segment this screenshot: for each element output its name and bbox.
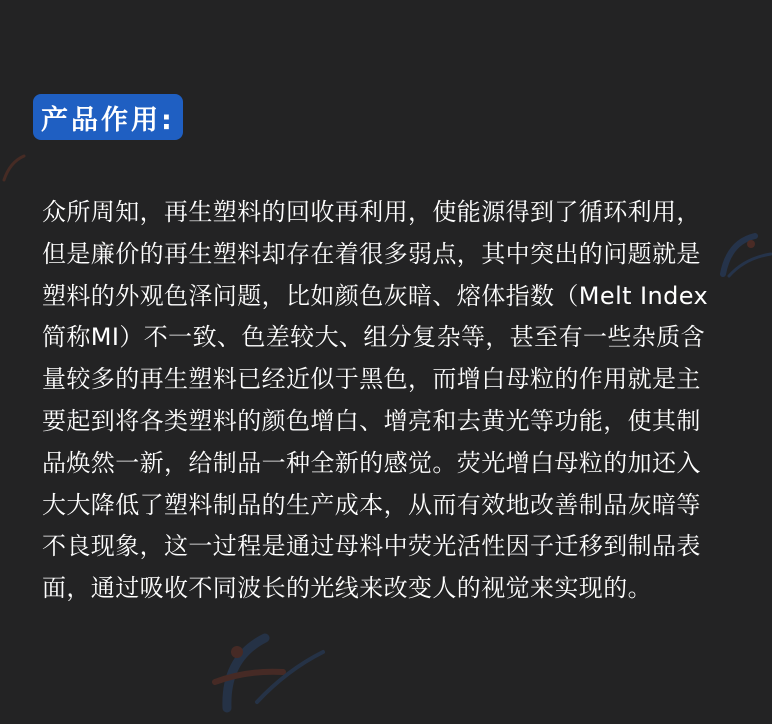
description-line: 不良现象，这一过程是通过母料中荧光活性因子迁移到制品表: [42, 532, 701, 561]
logo-watermark-icon: [207, 612, 327, 716]
description-line: 要起到将各类塑料的颜色增白、增亮和去黄光等功能，使其制: [42, 406, 701, 435]
description-line: 品焕然一新，给制品一种全新的感觉。荧光增白母粒的加还入: [42, 448, 701, 477]
description-line: 众所周知，再生塑料的回收再利用，使能源得到了循环利用，: [42, 198, 701, 226]
logo-watermark-icon: [0, 150, 28, 186]
section-heading: 产品作用:: [41, 104, 175, 136]
description-line: 量较多的再生塑料已经近似于黑色，而增白母粒的作用就是主: [42, 365, 701, 394]
section-heading-badge: [33, 94, 183, 140]
description-line: 大大降低了塑料制品的生产成本，从而有效地改善制品灰暗等: [42, 490, 701, 519]
description-line: 简称MI）不一致、色差较大、组分复杂等，甚至有一些杂质含: [42, 323, 705, 352]
product-description: [42, 192, 732, 610]
description-line: 塑料的外观色泽问题，比如颜色灰暗、熔体指数（Melt Index: [42, 281, 709, 310]
description-line: 面，通过吸收不同波长的光线来改变人的视觉来实现的。: [42, 574, 652, 603]
description-line: 但是廉价的再生塑料却存在着很多弱点，其中突出的问题就是: [42, 239, 701, 268]
